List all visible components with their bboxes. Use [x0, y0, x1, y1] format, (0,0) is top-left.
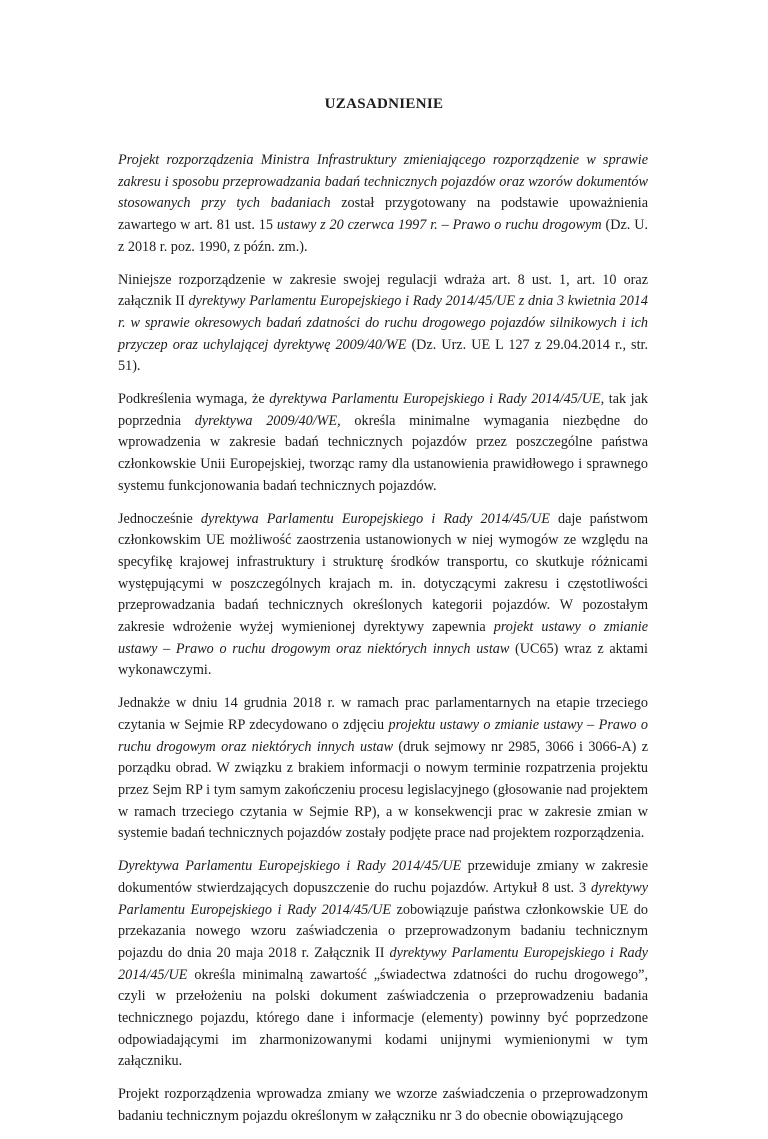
text-run: został przygotowany na podstawie upoważnienia zawartego w art. 81 ust. 15 [118, 195, 648, 234]
text-run: przewiduje zmiany w zakresie dokumentów stwierdzających dopuszczenie do ruchu pojazdów. Artykuł 8 ust. 3 [118, 858, 648, 896]
text-run: (UC65) wraz z aktami wykonawczymi. [118, 640, 648, 679]
italic-text-run: dyrektywy Parlamentu Europejskiego i Rady 2014/45/UE [118, 944, 648, 983]
paragraph-5 [118, 693, 648, 845]
italic-text-run: dyrektywa Parlamentu Europejskiego i Rady 2014/45/UE [200, 510, 550, 527]
text-run: zobowiązuje państwa członkowskie UE do przekazania nowego wzoru zaświadczenia o przeprowadzonym badaniu technicznym pojazdu do dnia 20 maja 2018 r. Załącznik II [118, 901, 648, 961]
italic-text-run: projekt ustawy o zmianie ustawy – Prawo o ruchu drogowym oraz niektórych innych ustaw [118, 619, 648, 657]
italic-text-run: Projekt rozporządzenia Ministra Infrastruktury zmieniającego rozporządzenie w sprawie zakresu i sposobu przeprowadzania badań technicznych pojazdów oraz wzorów dokumentów stosowanych przy tych badaniach [118, 152, 648, 212]
text-run: (Dz. Urz. UE L 127 z 29.04.2014 r., str. 51). [118, 336, 649, 375]
paragraph-2 [118, 270, 648, 379]
text-run: Jednakże w dniu 14 grudnia 2018 r. w ramach prac parlamentarnych na etapie trzeciego czytania w Sejmie RP zdecydowano o zdjęciu [118, 695, 648, 733]
text-run: (Dz. U. z 2018 r. poz. 1990, z późn. zm.). [118, 217, 649, 255]
paragraph-1 [118, 150, 648, 259]
paragraph-6 [118, 856, 648, 1073]
italic-text-run: dyrektywy Parlamentu Europejskiego i Rady 2014/45/UE z dnia 3 kwietnia 2014 r. w sprawie okresowych badań zdatności do ruchu drogowego pojazdów silnikowych i ich przyczep oraz uchylającej dyrektywę 2009/40/WE [118, 293, 648, 353]
text-run: Niniejsze rozporządzenie w zakresie swojej regulacji wdraża art. 8 ust. 1, art. 10 oraz załącznik II [118, 271, 648, 310]
text-run: określa minimalną zawartość „świadectwa zdatności do ruchu drogowego”, czyli w przełożeniu na polski dokument zaświadczenia o przeprowadzeniu badania technicznego pojazdu, którego dane i informacje (elementy) powinny być poprzedzone odpowiadającymi im zharmonizowanymi kodami unijnymi wymienionymi w tym załączniku. [118, 966, 648, 1070]
document-title: UZASADNIENIE [324, 96, 444, 112]
document-body [118, 150, 648, 1139]
italic-text-run: projektu ustawy o zmianie ustawy – Prawo o ruchu drogowym oraz niektórych innych ustaw [118, 716, 648, 755]
italic-text-run: ustawy z 20 czerwca 1997 r. – Prawo o ruchu drogowym [276, 217, 602, 234]
text-run: Jednocześnie [118, 510, 201, 527]
paragraph-3 [118, 389, 648, 498]
text-run: , tak jak poprzednia [118, 391, 648, 429]
text-run: (druk sejmowy nr 2985, 3066 i 3066-A) z porządku obrad. W związku z brakiem informacji o nowym terminie rozpatrzenia projektu przez Sejm RP i tym samym zakończeniu procesu legislacyjnego (głosowanie nad projektem w ramach trzeciego czytania w Sejmie RP), a w konsekwencji prac w zakresie zmian w systemie badań technicznych pojazdów zostały podjęte prace nad projektem rozporządzenia. [118, 738, 648, 842]
italic-text-run: dyrektywa 2009/40/WE [194, 412, 338, 429]
paragraph-7 [118, 1084, 648, 1127]
text-run: , określa minimalne wymagania niezbędne do wprowadzenia w zakresie badań technicznych pojazdów przez poszczególne państwa członkowskie Unii Europejskiej, tworząc ramy dla ustanowienia prawidłowego i sprawnego systemu funkcjonowania badań technicznych pojazdów. [118, 412, 648, 494]
italic-text-run: dyrektywa Parlamentu Europejskiego i Rady 2014/45/UE [269, 391, 601, 408]
text-run: daje państwom członkowskim UE możliwość zaostrzenia ustanowionych w niej wymogów ze względu na specyfikę krajowej infrastruktury i strukturę środków transportu, co skutkuje różnicami występującymi w poszczególnych krajach m. in. dotyczącymi zakresu i częstotliwości przeprowadzania badań technicznych określonych kategorii pojazdów. W pozostałym zakresie wdrożenie wyżej wymienionej dyrektywy zapewnia [118, 510, 648, 636]
text-run: Projekt rozporządzenia wprowadza zmiany we wzorze zaświadczenia o przeprowadzonym badaniu technicznym pojazdu określonym w załączniku nr 3 do obecnie obowiązującego [118, 1086, 648, 1124]
italic-text-run: dyrektywy Parlamentu Europejskiego i Rady 2014/45/UE [118, 879, 648, 918]
text-run: Podkreślenia wymaga, że [118, 391, 270, 408]
italic-text-run: Dyrektywa Parlamentu Europejskiego i Rady 2014/45/UE [118, 858, 462, 875]
paragraph-4 [118, 509, 648, 683]
